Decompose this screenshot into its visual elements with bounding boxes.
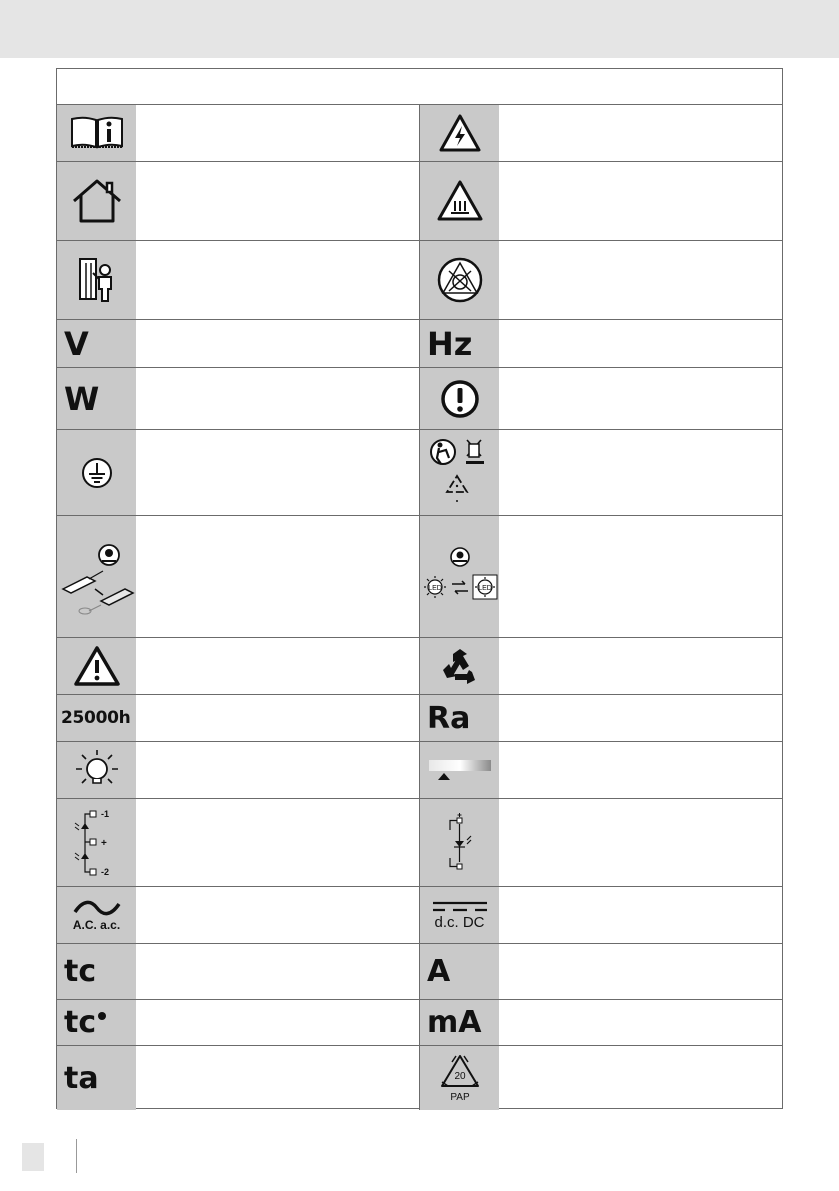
table-row	[57, 516, 782, 638]
protective-earth-icon	[57, 430, 136, 515]
read-manual-icon	[57, 105, 136, 161]
row-text-right	[499, 799, 782, 886]
row-text-left	[136, 638, 420, 694]
tc-dot-symbol	[57, 1000, 136, 1045]
single-led-circuit-icon	[420, 799, 499, 886]
indoor-use-icon	[57, 162, 136, 240]
hertz-symbol	[420, 320, 499, 367]
row-text-right	[499, 516, 782, 637]
pap-label: PAP	[449, 1092, 470, 1103]
ta-text: ta	[64, 1060, 99, 1096]
channel-plus-label: +	[100, 837, 107, 849]
row-text-right	[499, 162, 782, 240]
hot-surface-warning-icon	[420, 162, 499, 240]
row-text-right	[499, 695, 782, 741]
color-temperature-icon	[420, 742, 499, 798]
table-row	[57, 695, 782, 742]
table-row	[57, 105, 782, 162]
dc-label-upper: d.c.	[434, 913, 459, 931]
row-text-left	[136, 320, 420, 367]
row-text-left	[136, 162, 420, 240]
color-rendering-text: Ra	[427, 700, 471, 736]
lifetime-text: 25000h	[61, 708, 131, 728]
disposal-symbols-icon	[420, 430, 499, 515]
general-warning-icon	[57, 638, 136, 694]
row-text-right	[499, 430, 782, 515]
ac-label-lower: a.c.	[100, 918, 121, 932]
table-row	[57, 1046, 782, 1110]
milliampere-text: mA	[427, 1005, 482, 1040]
table-header-row	[57, 69, 782, 105]
table-row	[57, 430, 782, 516]
channel-minus2-label: -2	[100, 866, 109, 877]
milliampere-symbol	[420, 1000, 499, 1045]
row-text-right	[499, 1046, 782, 1110]
row-text-left	[136, 1000, 420, 1045]
keep-away-from-children-icon	[57, 241, 136, 319]
row-text-right	[499, 887, 782, 943]
table-row	[57, 887, 782, 944]
pap-recycling-icon	[420, 1046, 499, 1110]
hertz-text: Hz	[427, 324, 473, 363]
symbols-table	[56, 68, 783, 1109]
table-row	[57, 742, 782, 799]
volt-text: V	[64, 324, 89, 363]
ta-symbol	[57, 1046, 136, 1110]
led-replacement-icon	[420, 516, 499, 637]
row-text-left	[136, 944, 420, 999]
led-right-label: LED	[477, 584, 492, 592]
recycling-icon	[420, 638, 499, 694]
row-text-left	[136, 105, 420, 161]
row-text-right	[499, 944, 782, 999]
tc-dot-marker	[98, 1012, 106, 1020]
pap-number: 20	[453, 1071, 466, 1082]
watt-symbol	[57, 368, 136, 429]
table-row	[57, 368, 782, 430]
driver-replacement-icon	[57, 516, 136, 637]
row-text-left	[136, 430, 420, 515]
row-text-left	[136, 695, 420, 741]
row-text-right	[499, 320, 782, 367]
page-number-tab	[22, 1143, 44, 1171]
row-text-left	[136, 799, 420, 886]
ampere-symbol	[420, 944, 499, 999]
tc-dot-text: tc	[64, 1005, 97, 1040]
two-channel-led-circuit-icon	[57, 799, 136, 886]
safety-glass-symbol-icon	[420, 241, 499, 319]
lifetime-symbol	[57, 695, 136, 741]
alternating-current-symbol	[57, 887, 136, 943]
row-text-left	[136, 887, 420, 943]
table-row	[57, 638, 782, 695]
row-text-left	[136, 241, 420, 319]
table-row	[57, 162, 782, 241]
row-text-left	[136, 742, 420, 798]
row-text-left	[136, 368, 420, 429]
page-header-band	[0, 0, 839, 58]
row-text-right	[499, 241, 782, 319]
tc-text: tc	[64, 954, 97, 989]
ac-label-upper: A.C.	[72, 918, 97, 932]
dc-label-lower: DC	[462, 913, 485, 931]
watt-text: W	[64, 379, 100, 418]
row-text-right	[499, 1000, 782, 1045]
channel-minus1-label: -1	[100, 808, 109, 819]
electric-shock-warning-icon	[420, 105, 499, 161]
table-row	[57, 799, 782, 887]
row-text-right	[499, 368, 782, 429]
page-number-divider	[76, 1139, 77, 1173]
important-notice-icon	[420, 368, 499, 429]
row-text-right	[499, 742, 782, 798]
color-rendering-symbol	[420, 695, 499, 741]
led-left-label: LED	[427, 584, 442, 592]
light-bulb-icon	[57, 742, 136, 798]
ampere-text: A	[427, 954, 451, 989]
volt-symbol	[57, 320, 136, 367]
row-text-left	[136, 1046, 420, 1110]
tc-symbol	[57, 944, 136, 999]
table-row	[57, 241, 782, 320]
table-row	[57, 320, 782, 368]
row-text-right	[499, 105, 782, 161]
table-row	[57, 1000, 782, 1046]
table-row	[57, 944, 782, 1000]
row-text-left	[136, 516, 420, 637]
direct-current-symbol	[420, 887, 499, 943]
row-text-right	[499, 638, 782, 694]
